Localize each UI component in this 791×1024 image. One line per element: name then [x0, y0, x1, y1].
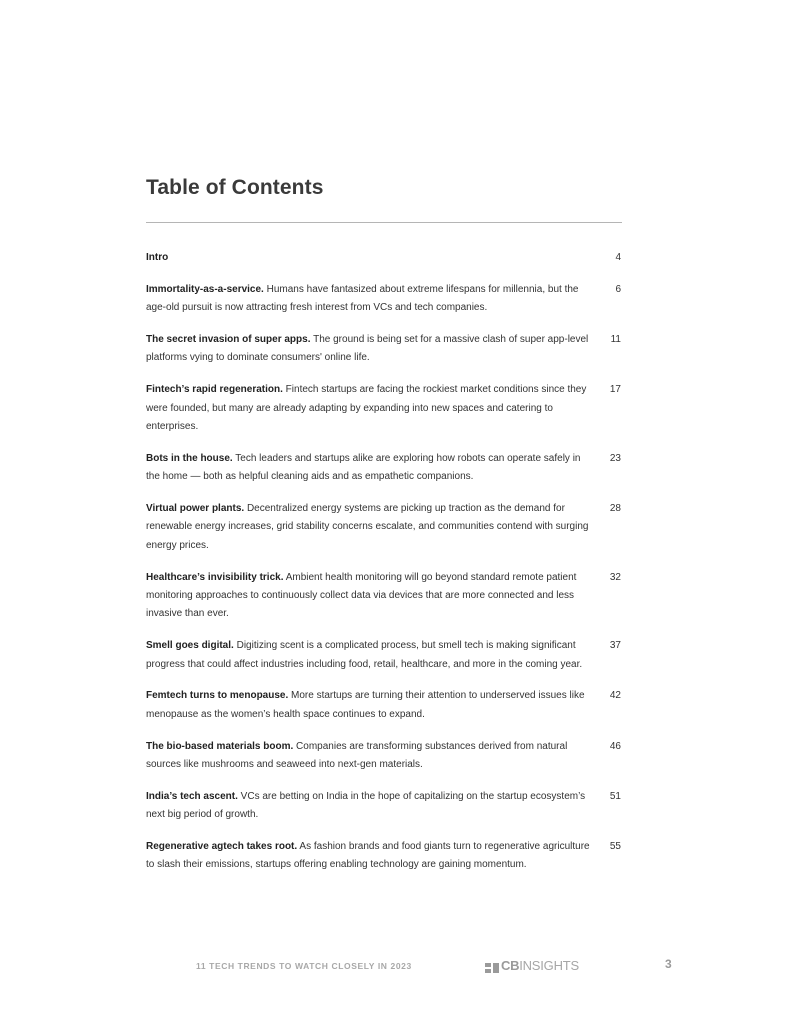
toc-entry-title: Regenerative agtech takes root. — [146, 841, 298, 853]
toc-entry-description: As fashion brands and food giants turn to regenerative agriculture to slash their emissions, startups offering enabling technology are gaining momentum. — [146, 841, 590, 871]
toc-entry[interactable] — [146, 381, 624, 436]
page-title: Table of Contents — [146, 176, 324, 199]
toc-entry[interactable] — [146, 637, 624, 674]
toc-entry[interactable] — [146, 450, 624, 487]
toc-entry-text — [146, 331, 591, 368]
toc-entry-title: India’s tech ascent. — [146, 790, 238, 802]
toc-entry-text — [146, 637, 591, 674]
table-of-contents — [146, 249, 624, 888]
toc-entry-page: 11 — [610, 334, 621, 345]
toc-entry-description: Fintech startups are facing the rockiest market conditions since they were founded, but many are already adapting by expanding into new spaces and catering to enterprises. — [146, 384, 587, 433]
footer-report-title: 11 TECH TRENDS TO WATCH CLOSELY IN 2023 — [196, 961, 412, 971]
toc-entry[interactable] — [146, 249, 624, 267]
toc-entry-page: 4 — [615, 252, 621, 263]
toc-entry-page: 17 — [609, 384, 621, 396]
toc-entry-description: Companies are transforming substances derived from natural sources like mushrooms and seaweed into next-gen materials. — [146, 740, 568, 771]
toc-entry-description: Ambient health monitoring will go beyond standard remote patient monitoring approaches to continuously collect data via devices that are more connected and less invasive than ever. — [146, 571, 577, 620]
toc-entry[interactable] — [146, 788, 624, 825]
toc-entry-description: Decentralized energy systems are picking up traction as the demand for renewable energy increases, grid stability concerns escalate, and communities contend with surging energy prices. — [146, 503, 589, 551]
toc-entry-page: 55 — [609, 841, 621, 853]
toc-entry-description: More startups are turning their attention to underserved issues like menopause as the women’s health space continues to expand. — [146, 690, 585, 720]
toc-entry-text — [146, 281, 591, 318]
toc-entry-text — [146, 687, 591, 724]
toc-entry-title: Smell goes digital. — [146, 640, 234, 652]
toc-entry-text — [146, 738, 591, 775]
toc-entry-title: Fintech’s rapid regeneration. — [146, 384, 283, 396]
title-divider — [146, 222, 622, 223]
toc-entry[interactable] — [146, 738, 624, 775]
toc-entry[interactable] — [146, 281, 624, 318]
page-number: 3 — [665, 957, 672, 971]
toc-entry-title: Virtual power plants. — [146, 503, 245, 515]
toc-entry-description: VCs are betting on India in the hope of capitalizing on the startup ecosystem’s next big period of growth. — [146, 790, 586, 821]
toc-entry-page: 23 — [609, 452, 621, 464]
toc-entry-description: Tech leaders and startups alike are exploring how robots can operate safely in the home — both as helpful cleaning aids and as empathetic companions. — [146, 452, 581, 483]
toc-entry-title: Immortality-as-a-service. — [146, 283, 264, 295]
toc-entry[interactable] — [146, 838, 624, 875]
toc-entry-page: 42 — [609, 690, 621, 702]
toc-entry-text — [146, 788, 591, 825]
toc-entry[interactable] — [146, 569, 624, 624]
cb-insights-logo — [485, 957, 579, 973]
cb-insights-logo-mark-icon — [485, 960, 499, 970]
toc-entry[interactable] — [146, 331, 624, 368]
toc-entry-text — [146, 569, 591, 624]
toc-entry-page: 51 — [609, 790, 621, 802]
toc-entry-text — [146, 838, 591, 875]
toc-entry-title: The bio-based materials boom. — [146, 740, 294, 752]
toc-entry-text — [146, 249, 591, 267]
toc-entry-title: Intro — [146, 252, 169, 263]
toc-entry-page: 28 — [609, 503, 621, 515]
toc-entry-title: The secret invasion of super apps. — [146, 334, 311, 345]
toc-entry-page: 37 — [609, 640, 621, 652]
toc-entry-title: Healthcare’s invisibility trick. — [146, 571, 284, 583]
toc-entry-page: 32 — [609, 571, 621, 583]
toc-entry-text — [146, 500, 591, 555]
toc-entry-description: The ground is being set for a massive clash of super app-level platforms vying to dominate consumers' online life. — [146, 334, 589, 364]
toc-entry-page: 46 — [609, 740, 621, 752]
toc-entry-title: Bots in the house. — [146, 452, 233, 464]
toc-entry-description: Digitizing scent is a complicated process, but smell tech is making significant progress that could affect industries including food, retail, healthcare, and more in the coming year. — [146, 640, 583, 670]
toc-entry-page: 6 — [615, 283, 621, 295]
toc-entry[interactable] — [146, 687, 624, 724]
logo-insights-text: INSIGHTS — [519, 957, 579, 973]
logo-cb-text: CB — [501, 957, 520, 973]
toc-entry[interactable] — [146, 500, 624, 555]
toc-entry-text — [146, 450, 591, 487]
toc-entry-description: Humans have fantasized about extreme lifespans for millennia, but the age-old pursuit is now attracting fresh interest from VCs and tech companies. — [146, 283, 579, 314]
toc-entry-text — [146, 381, 591, 436]
toc-entry-title: Femtech turns to menopause. — [146, 690, 289, 702]
